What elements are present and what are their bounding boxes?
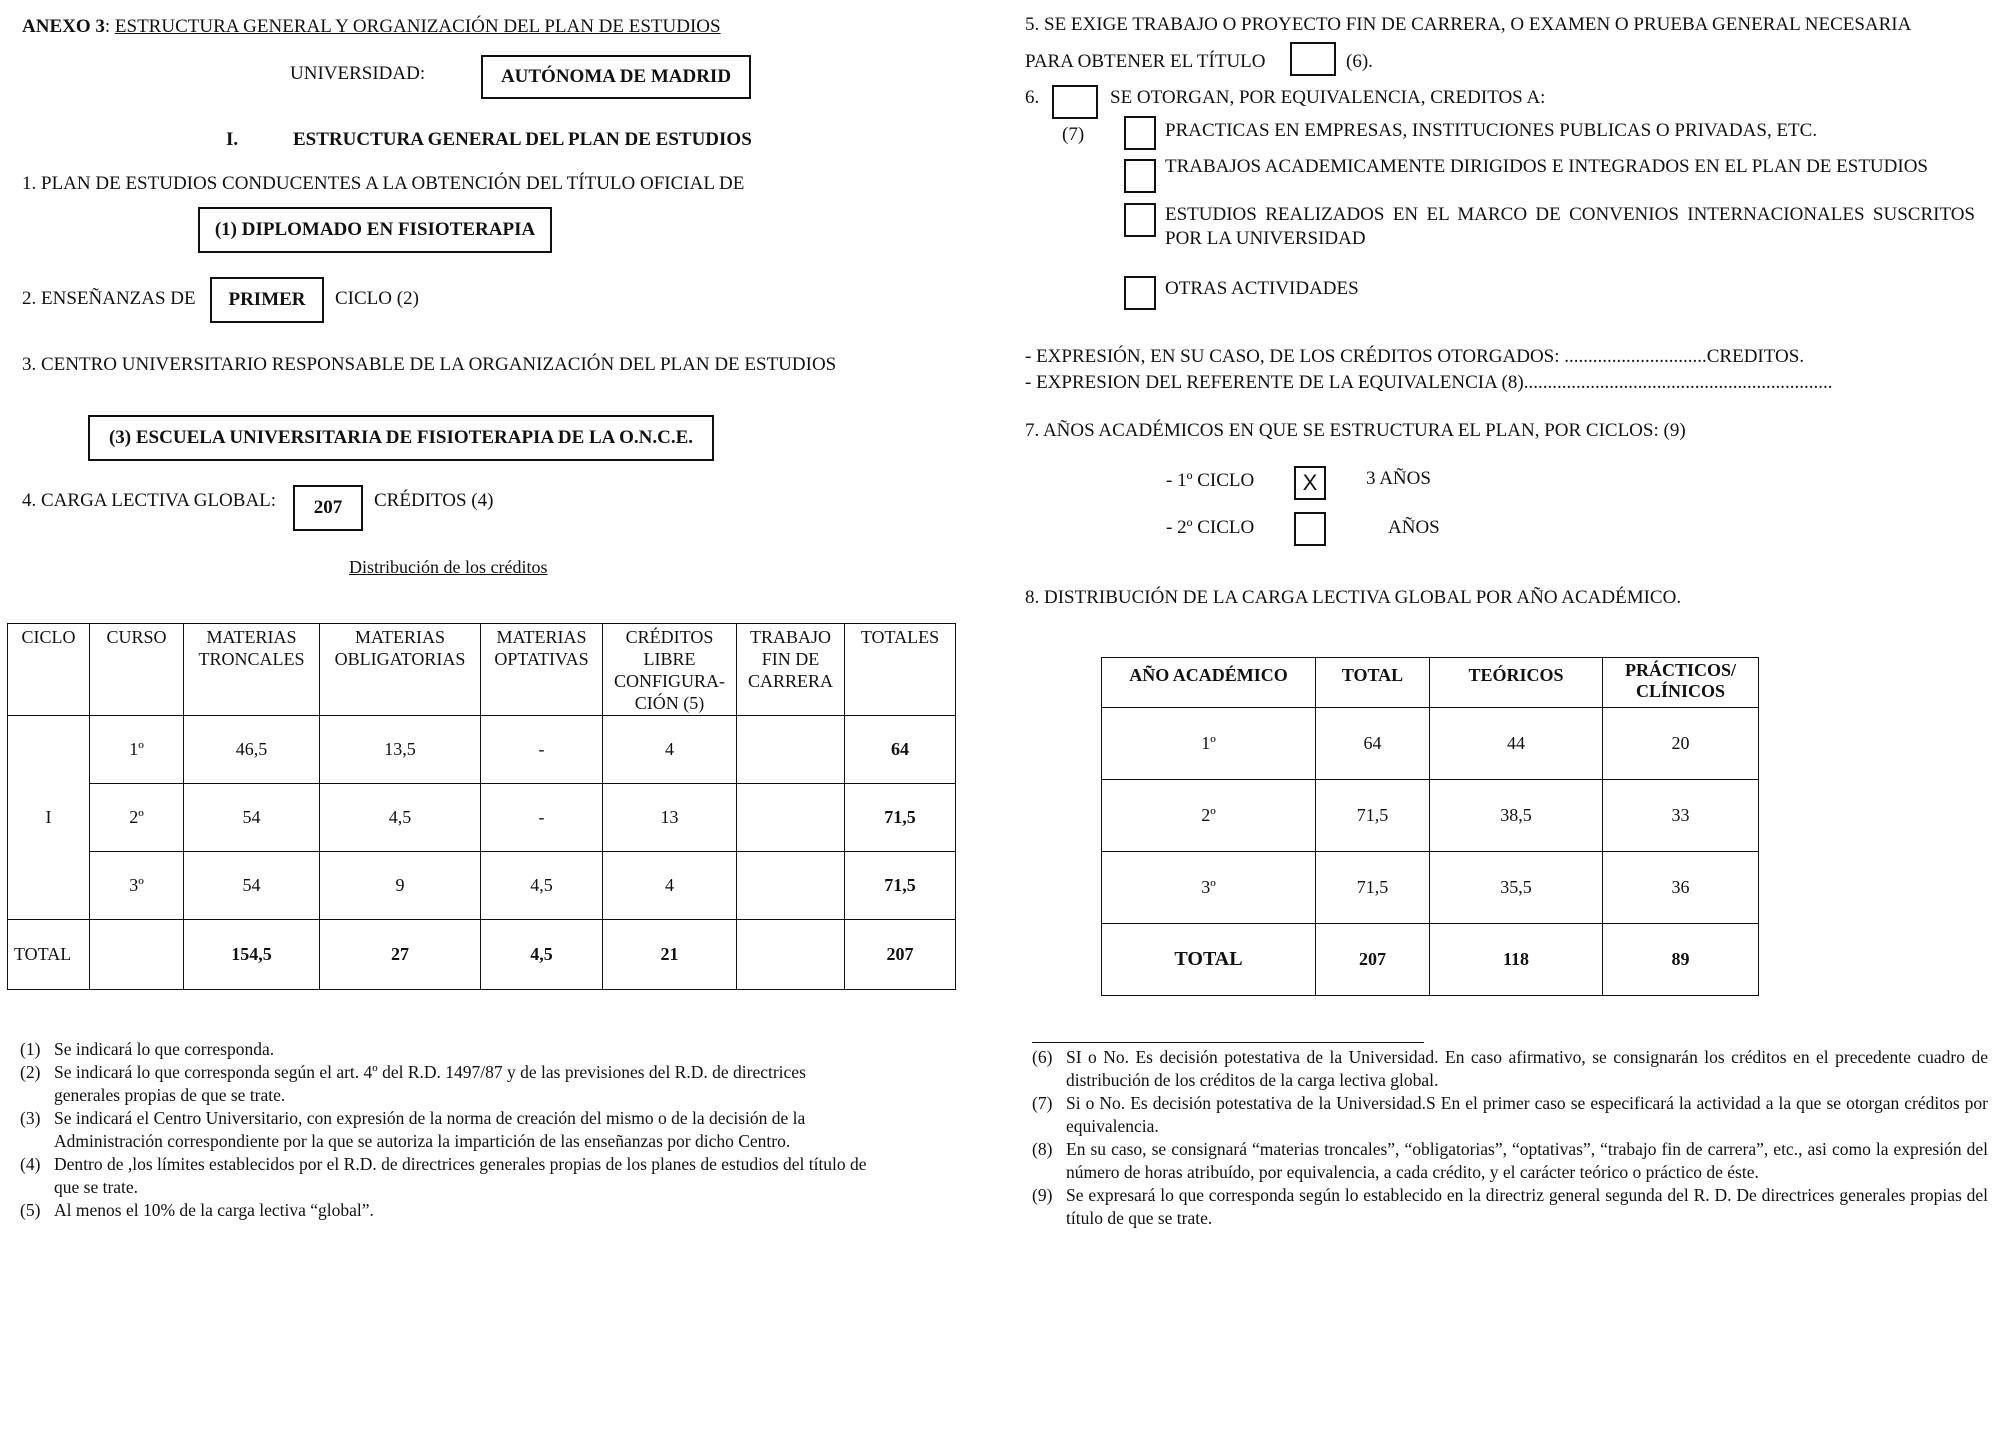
- year-cell: 1º: [1102, 708, 1316, 780]
- cycle1-checkbox[interactable]: [1294, 466, 1326, 500]
- obligatorias-cell: 4,5: [320, 784, 481, 852]
- year-cell: 3º: [1102, 852, 1316, 924]
- curso-cell: 2º: [90, 784, 184, 852]
- global-load-field: [293, 485, 363, 531]
- footnote: (2) Se indicará lo que corresponda según el art. 4º del R.D. 1497/87 y de las previsiones del R.D. de directrices generales propias de que se trate.: [20, 1062, 806, 1105]
- section-title: ESTRUCTURA GENERAL DEL PLAN DE ESTUDIOS: [293, 129, 752, 150]
- cycle1-label: - 1º CICLO: [1166, 470, 1255, 491]
- practicos-cell: 20: [1603, 708, 1759, 780]
- item6-num: 6.: [1025, 87, 1040, 108]
- cycle2-checkbox[interactable]: [1294, 512, 1326, 546]
- header-ano-academico: AÑO ACADÉMICO: [1102, 658, 1316, 708]
- total-cell: 71,5: [1316, 852, 1430, 924]
- table-row: [8, 784, 956, 852]
- section-number: I.: [226, 129, 239, 150]
- option-label-convenios: ESTUDIOS REALIZADOS EN EL MARCO DE CONVENIOS INTERNACIONALES SUSCRITOS POR LA UNIVERSIDAD: [1165, 204, 1975, 249]
- degree-title-value: (1) DIPLOMADO EN FISIOTERAPIA: [214, 219, 536, 240]
- credits-caption: Distribución de los créditos: [349, 557, 548, 577]
- teoricos-cell: 38,5: [1430, 780, 1603, 852]
- curso-cell: 1º: [90, 716, 184, 784]
- ciclo-cell: I: [8, 716, 90, 920]
- option-checkbox-practicas[interactable]: [1124, 116, 1156, 150]
- practicos-cell: 36: [1603, 852, 1759, 924]
- credits-granted-line: - EXPRESIÓN, EN SU CASO, DE LOS CRÉDITOS OTORGADOS: ..............................CREDITOS.: [1025, 346, 1805, 367]
- libre-cell: 4: [603, 716, 737, 784]
- year-total-cell: 207: [1316, 924, 1430, 996]
- item1-text: 1. PLAN DE ESTUDIOS CONDUCENTES A LA OBTENCIÓN DEL TÍTULO OFICIAL DE: [22, 173, 745, 194]
- footnote: (3) Se indicará el Centro Universitario, con expresión de la norma de creación del mismo o de la decisión de la Administración correspondiente por la que se autoriza la impartición de las enseñanzas por dicho Centro.: [20, 1108, 806, 1151]
- item6-text: SE OTORGAN, POR EQUIVALENCIA, CREDITOS A:: [1110, 87, 1546, 108]
- footnote: (4) Dentro de ,los límites establecidos por el R.D. de directrices generales propias de los planes de estudios del título de que se trate.: [20, 1154, 867, 1197]
- header-optativas: MATERIAS OPTATIVAS: [481, 624, 603, 716]
- total-curso-cell: [90, 920, 184, 990]
- obligatorias-cell: 13,5: [320, 716, 481, 784]
- option-label-otras: OTRAS ACTIVIDADES: [1165, 278, 1359, 299]
- annex-title: ESTRUCTURA GENERAL Y ORGANIZACIÓN DEL PLAN DE ESTUDIOS: [114, 16, 721, 37]
- option-checkbox-convenios[interactable]: [1124, 203, 1156, 237]
- center-field: [88, 415, 714, 461]
- trabajo-cell: [737, 716, 845, 784]
- university-label: UNIVERSIDAD:: [290, 63, 426, 84]
- annex-heading: ANEXO 3: ESTRUCTURA GENERAL Y ORGANIZACIÓN DEL PLAN DE ESTUDIOS: [22, 16, 721, 37]
- item4-suffix: CRÉDITOS (4): [374, 490, 494, 511]
- header-curso: CURSO: [90, 624, 184, 716]
- right-footnotes: [1032, 1046, 1988, 1230]
- table-total-row: [8, 920, 956, 990]
- footnote: (6) SI o No. Es decisión potestativa de la Universidad. En caso afirmativo, se consignarán los créditos en el precedente cuadro de distribución de los créditos de la carga lectiva global.: [1032, 1047, 1988, 1090]
- total-optativas-cell: 4,5: [481, 920, 603, 990]
- libre-cell: 13: [603, 784, 737, 852]
- table-row: [8, 852, 956, 920]
- libre-cell: 4: [603, 852, 737, 920]
- footnote: (1) Se indicará lo que corresponda.: [20, 1039, 275, 1059]
- troncales-cell: 54: [184, 784, 320, 852]
- year-table-header: [1102, 658, 1759, 708]
- item5-line1: 5. SE EXIGE TRABAJO O PROYECTO FIN DE CARRERA, O EXAMEN O PRUEBA GENERAL NECESARIA: [1025, 14, 1912, 35]
- footnote: (9) Se expresará lo que corresponda según lo establecido en la directriz general segunda del R. D. De directrices generales propias del título de que se trate.: [1032, 1185, 1988, 1228]
- header-total: TOTAL: [1316, 658, 1430, 708]
- header-totales: TOTALES: [845, 624, 956, 716]
- header-ciclo: CICLO: [8, 624, 90, 716]
- item2-prefix: 2. ENSEÑANZAS DE: [22, 288, 196, 309]
- year-total-label: TOTAL: [1102, 924, 1316, 996]
- total-cell: 64: [1316, 708, 1430, 780]
- cycle1-mark: X: [1302, 470, 1318, 495]
- center-value: (3) ESCUELA UNIVERSITARIA DE FISIOTERAPIA DE LA O.N.C.E.: [108, 427, 694, 448]
- year-table-total-row: [1102, 924, 1759, 996]
- total-troncales-cell: 154,5: [184, 920, 320, 990]
- total-cell: 71,5: [1316, 780, 1430, 852]
- totales-cell: 71,5: [845, 784, 956, 852]
- year-cell: 2º: [1102, 780, 1316, 852]
- header-practicos: PRÁCTICOS/ CLÍNICOS: [1603, 658, 1759, 708]
- university-field: [481, 55, 751, 99]
- year-teoricos-total: 118: [1430, 924, 1603, 996]
- footnote: (7) Si o No. Es decisión potestativa de la Universidad.S En el primer caso se especificará la actividad a la que se otorgan créditos por equivalencia.: [1032, 1093, 1988, 1136]
- header-libre: CRÉDITOS LIBRE CONFIGURA-CIÓN (5): [603, 624, 737, 716]
- table-row: [1102, 852, 1759, 924]
- trabajo-cell: [737, 852, 845, 920]
- total-trabajo-cell: [737, 920, 845, 990]
- option-label-trabajos: TRABAJOS ACADEMICAMENTE DIRIGIDOS E INTEGRADOS EN EL PLAN DE ESTUDIOS: [1165, 156, 1928, 177]
- university-value: AUTÓNOMA DE MADRID: [500, 66, 732, 87]
- item4-prefix: 4. CARGA LECTIVA GLOBAL:: [22, 490, 277, 511]
- troncales-cell: 54: [184, 852, 320, 920]
- header-troncales: MATERIAS TRONCALES: [184, 624, 320, 716]
- footnote: (8) En su caso, se consignará “materias troncales”, “obligatorias”, “optativas”, “trabajo fin de carrera”, etc., asi como la expresión del número de horas atribuído, por equivalencia, a cada crédito, y el carácter teórico o práctico de éste.: [1032, 1139, 1988, 1182]
- curso-cell: 3º: [90, 852, 184, 920]
- cycle-value: PRIMER: [228, 289, 306, 310]
- left-footnotes: [20, 1038, 875, 1222]
- equivalence-reference-line: - EXPRESION DEL REFERENTE DE LA EQUIVALENCIA (8).................................................................: [1025, 372, 1833, 393]
- total-label-cell: TOTAL: [8, 920, 90, 990]
- obligatorias-cell: 9: [320, 852, 481, 920]
- credits-table-header: [8, 624, 956, 716]
- totales-cell: 64: [845, 716, 956, 784]
- total-totales-cell: 207: [845, 920, 956, 990]
- total-libre-cell: 21: [603, 920, 737, 990]
- item5-note: (6).: [1346, 51, 1373, 72]
- footnote: (5) Al menos el 10% de la carga lectiva “global”.: [20, 1200, 374, 1220]
- degree-title-field: [198, 207, 552, 253]
- item5-line2: PARA OBTENER EL TÍTULO: [1025, 51, 1266, 72]
- optativas-cell: 4,5: [481, 852, 603, 920]
- table-row: [1102, 780, 1759, 852]
- item8-text: 8. DISTRIBUCIÓN DE LA CARGA LECTIVA GLOBAL POR AÑO ACADÉMICO.: [1025, 587, 1682, 608]
- cycle-field: [210, 277, 324, 323]
- header-trabajo: TRABAJO FIN DE CARRERA: [737, 624, 845, 716]
- global-load-value: 207: [313, 497, 343, 518]
- final-project-checkbox[interactable]: [1290, 42, 1336, 76]
- table-row: [8, 716, 956, 784]
- footnote-rule: [1032, 1042, 1424, 1043]
- item2-suffix: CICLO (2): [335, 288, 419, 309]
- total-obligatorias-cell: 27: [320, 920, 481, 990]
- teoricos-cell: 44: [1430, 708, 1603, 780]
- cycle1-years: 3 AÑOS: [1366, 468, 1431, 489]
- item3-text: 3. CENTRO UNIVERSITARIO RESPONSABLE DE LA ORGANIZACIÓN DEL PLAN DE ESTUDIOS: [22, 354, 837, 375]
- totales-cell: 71,5: [845, 852, 956, 920]
- optativas-cell: -: [481, 716, 603, 784]
- equivalence-checkbox[interactable]: [1052, 85, 1098, 119]
- teoricos-cell: 35,5: [1430, 852, 1603, 924]
- header-teoricos: TEÓRICOS: [1430, 658, 1603, 708]
- option-checkbox-otras[interactable]: [1124, 276, 1156, 310]
- troncales-cell: 46,5: [184, 716, 320, 784]
- year-distribution-table: [1101, 657, 1759, 996]
- option-label-practicas: PRACTICAS EN EMPRESAS, INSTITUCIONES PUBLICAS O PRIVADAS, ETC.: [1165, 120, 1818, 141]
- cycle2-years: AÑOS: [1388, 517, 1440, 538]
- year-practicos-total: 89: [1603, 924, 1759, 996]
- credits-distribution-table: [7, 623, 956, 990]
- trabajo-cell: [737, 784, 845, 852]
- practicos-cell: 33: [1603, 780, 1759, 852]
- item6-note: (7): [1062, 124, 1085, 145]
- cycle2-label: - 2º CICLO: [1166, 517, 1255, 538]
- item7-text: 7. AÑOS ACADÉMICOS EN QUE SE ESTRUCTURA EL PLAN, POR CICLOS: (9): [1025, 420, 1686, 441]
- header-obligatorias: MATERIAS OBLIGATORIAS: [320, 624, 481, 716]
- optativas-cell: -: [481, 784, 603, 852]
- annex-label: ANEXO 3: [22, 16, 105, 37]
- table-row: [1102, 708, 1759, 780]
- option-checkbox-trabajos[interactable]: [1124, 159, 1156, 193]
